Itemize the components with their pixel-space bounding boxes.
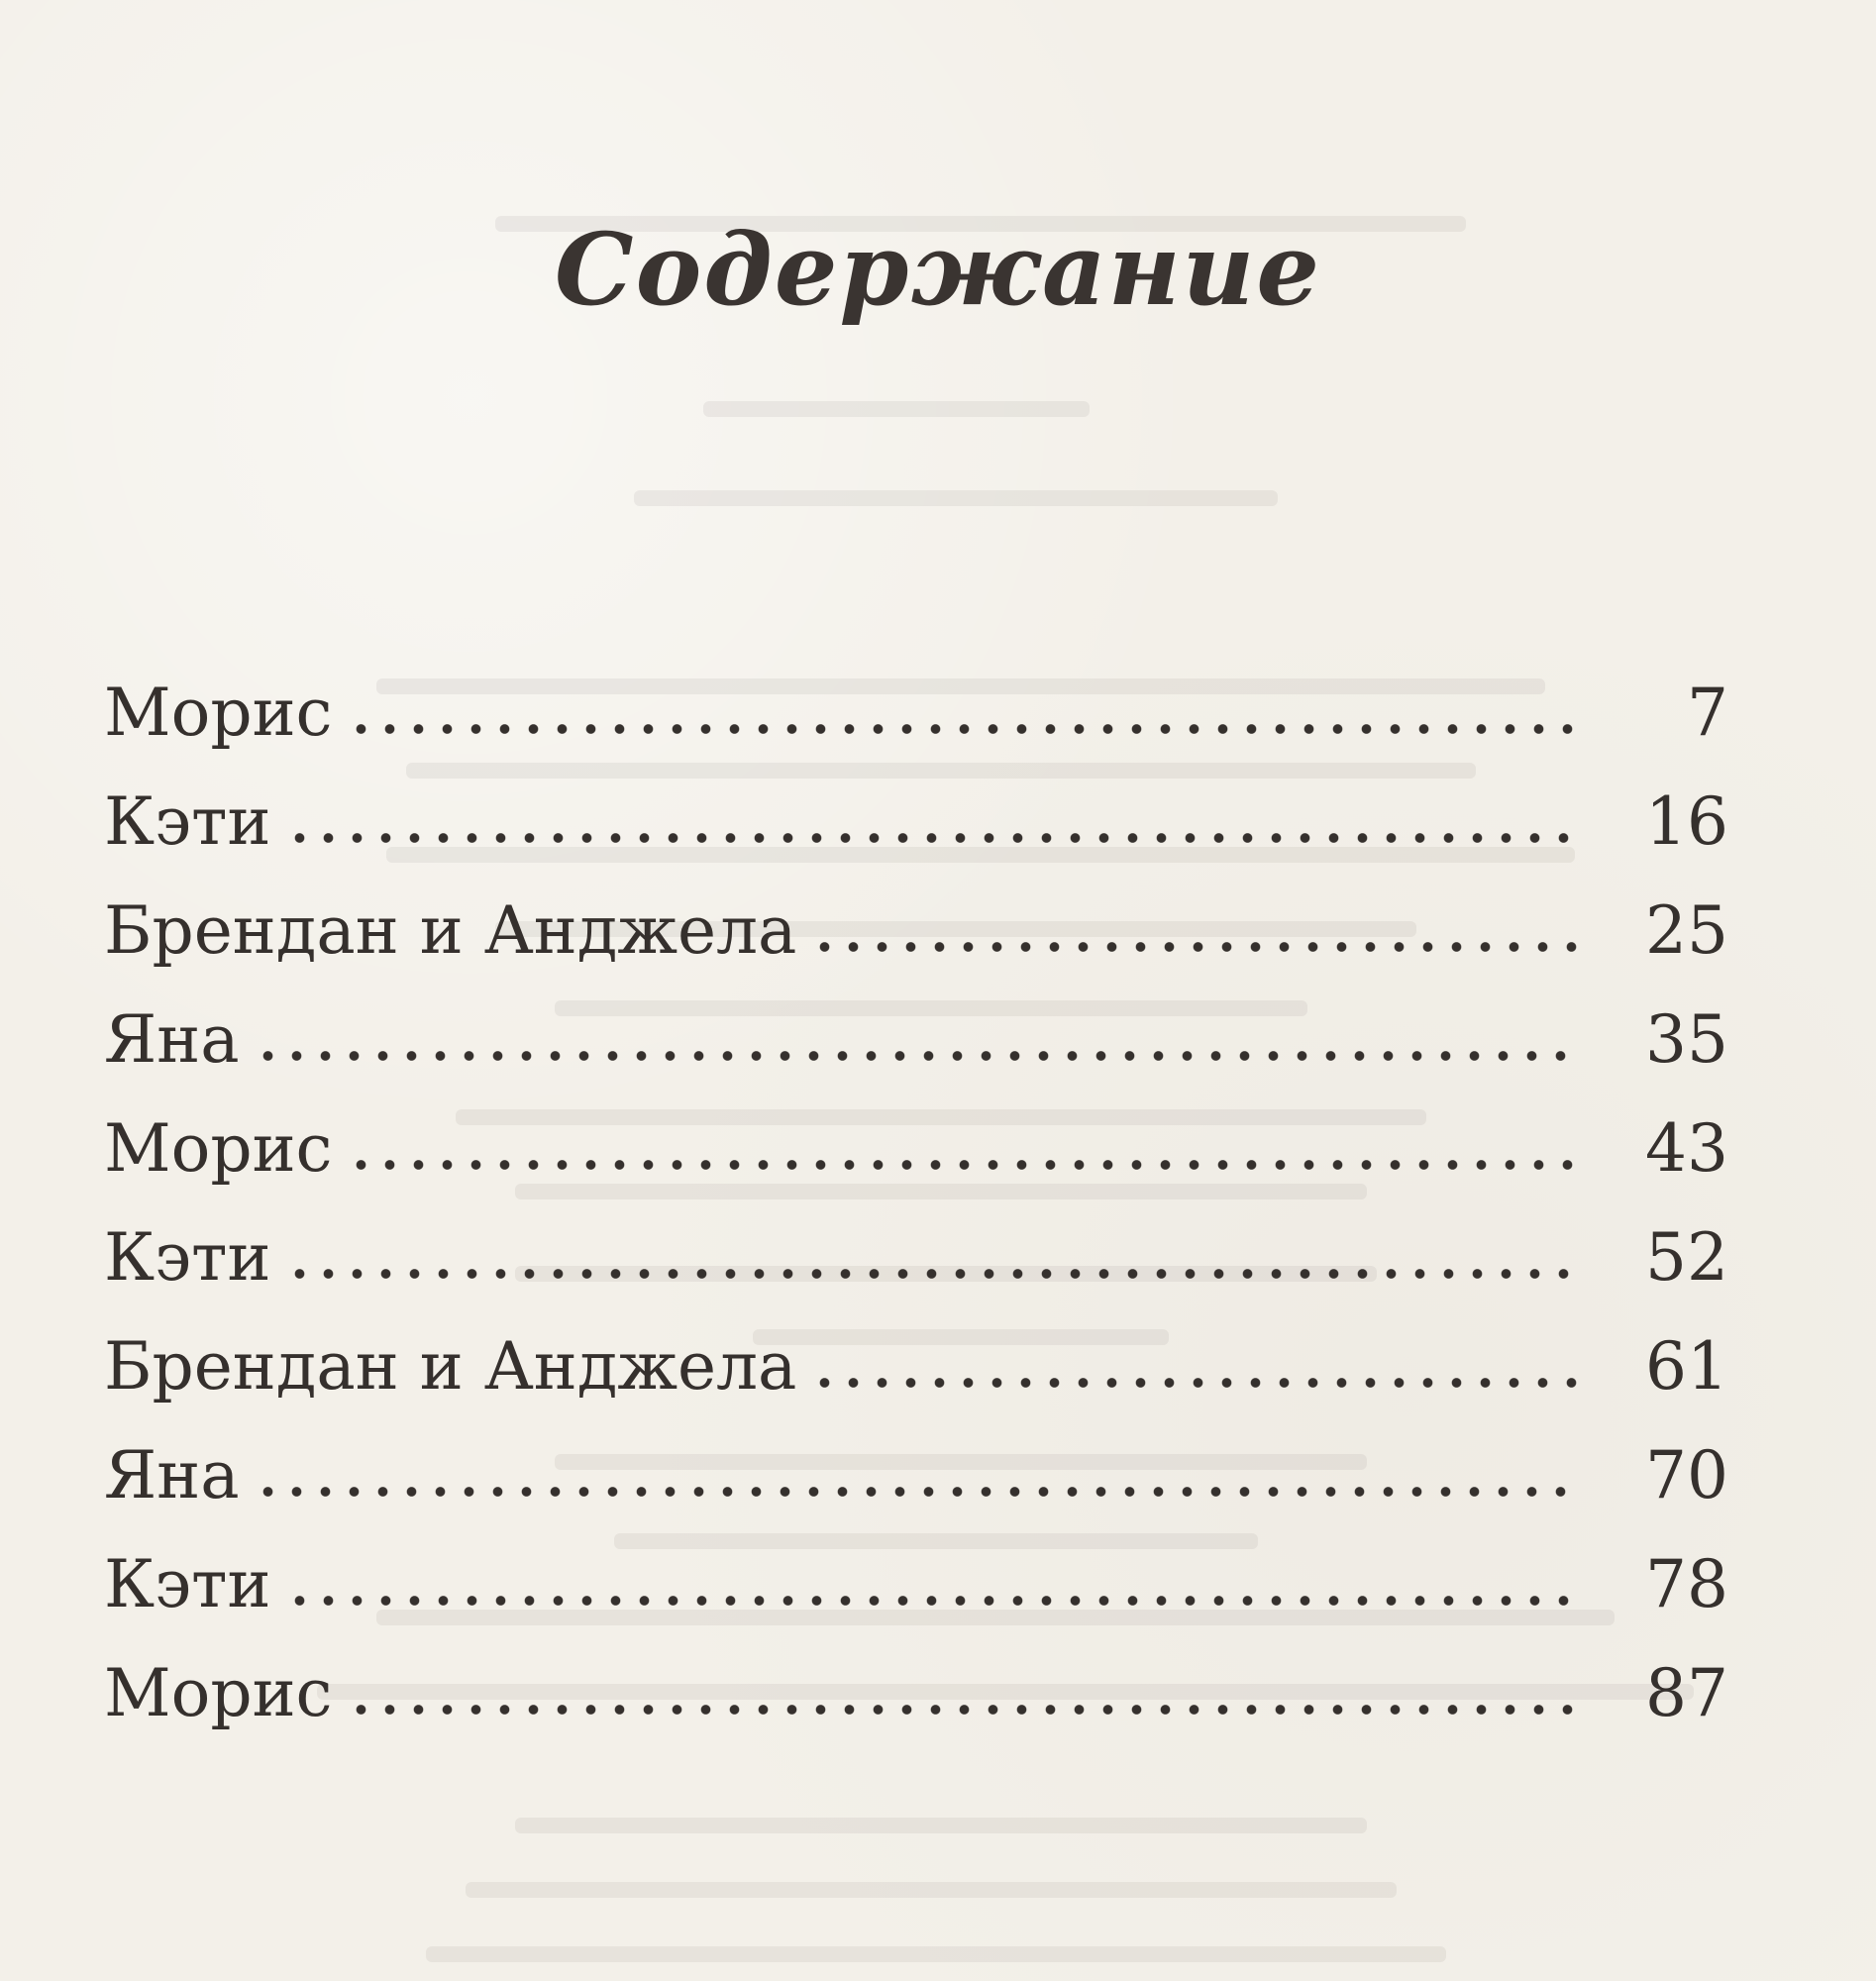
toc-entry-title: Кэти bbox=[104, 1219, 271, 1296]
dot-leader bbox=[254, 1486, 1580, 1498]
toc-page-number: 43 bbox=[1645, 1110, 1728, 1187]
dot-leader bbox=[347, 723, 1580, 735]
toc-entry-title: Морис bbox=[104, 675, 333, 751]
show-through-line bbox=[515, 1818, 1367, 1833]
page-title: Содержание bbox=[555, 211, 1321, 328]
toc-entry bbox=[104, 986, 1728, 1095]
dot-leader bbox=[810, 941, 1580, 953]
toc-entry-title: Морис bbox=[104, 1655, 333, 1731]
toc-entry-title: Морис bbox=[104, 1110, 333, 1187]
toc-entry bbox=[104, 1530, 1728, 1639]
toc-entry bbox=[104, 877, 1728, 986]
toc-entry bbox=[104, 1203, 1728, 1312]
show-through-line bbox=[466, 1882, 1397, 1898]
table-of-contents bbox=[104, 659, 1728, 1748]
toc-page-number: 61 bbox=[1645, 1328, 1728, 1405]
dot-leader bbox=[254, 1050, 1580, 1062]
toc-entry bbox=[104, 1095, 1728, 1203]
dot-leader bbox=[347, 1159, 1580, 1171]
toc-entry-title: Брендан и Анджела bbox=[104, 892, 797, 969]
toc-entry-title: Брендан и Анджела bbox=[104, 1328, 797, 1405]
toc-entry bbox=[104, 1312, 1728, 1421]
toc-page-number: 35 bbox=[1645, 1001, 1728, 1078]
toc-page-number: 16 bbox=[1645, 783, 1728, 860]
toc-entry-title: Яна bbox=[104, 1001, 240, 1078]
dot-leader bbox=[285, 1268, 1580, 1280]
toc-entry bbox=[104, 768, 1728, 877]
toc-page-number: 70 bbox=[1645, 1437, 1728, 1513]
toc-entry bbox=[104, 659, 1728, 768]
toc-page-number: 87 bbox=[1645, 1655, 1728, 1731]
toc-entry bbox=[104, 1421, 1728, 1530]
toc-entry-title: Яна bbox=[104, 1437, 240, 1513]
dot-leader bbox=[347, 1704, 1580, 1716]
dot-leader bbox=[285, 832, 1580, 844]
toc-page-number: 25 bbox=[1645, 892, 1728, 969]
toc-entry-title: Кэти bbox=[104, 783, 271, 860]
toc-page-number: 7 bbox=[1687, 675, 1728, 751]
toc-entry-title: Кэти bbox=[104, 1546, 271, 1622]
show-through-line bbox=[634, 490, 1278, 506]
dot-leader bbox=[285, 1595, 1580, 1607]
dot-leader bbox=[810, 1377, 1580, 1389]
toc-entry bbox=[104, 1639, 1728, 1748]
show-through-line bbox=[703, 401, 1090, 417]
toc-page-number: 78 bbox=[1645, 1546, 1728, 1622]
toc-page-number: 52 bbox=[1645, 1219, 1728, 1296]
show-through-line bbox=[426, 1946, 1446, 1962]
